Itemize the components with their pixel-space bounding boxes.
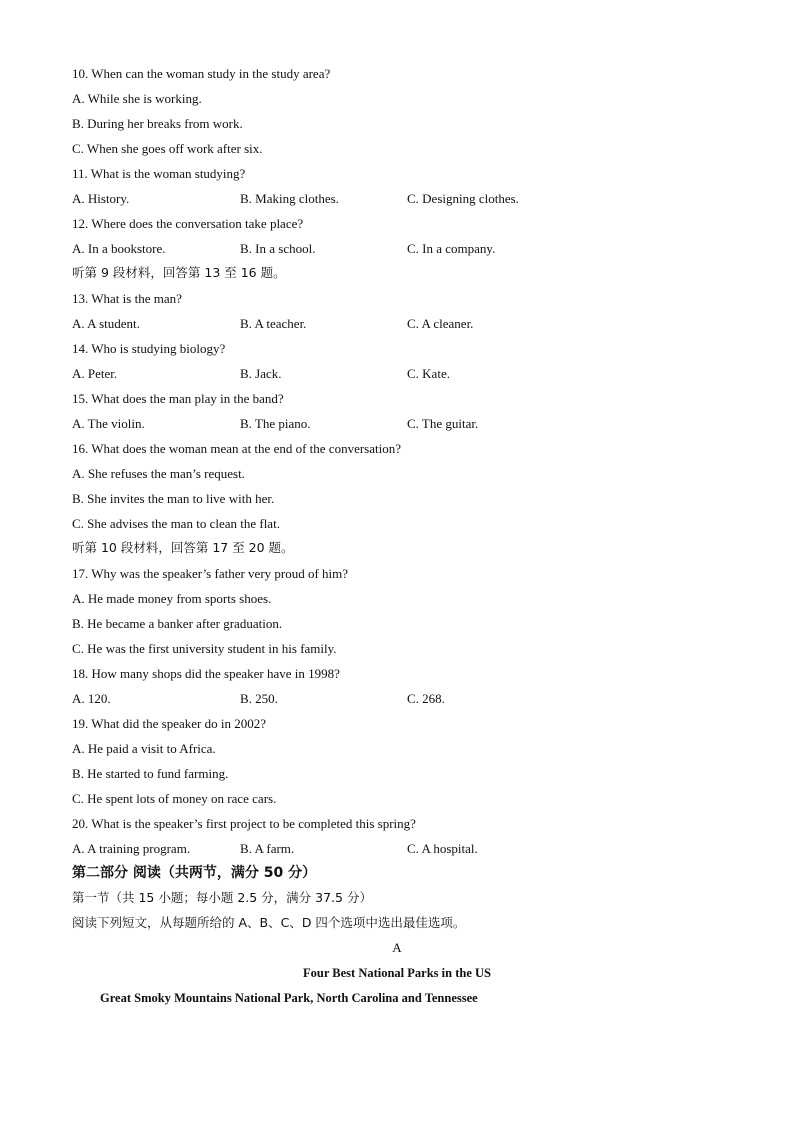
option-13a: A. A student. — [72, 316, 140, 331]
option-16b: B. She invites the man to live with her. — [72, 491, 275, 506]
option-13c: C. A cleaner. — [407, 316, 474, 331]
option-17b: B. He became a banker after graduation. — [72, 616, 283, 631]
question-17: 17. Why was the speaker’s father very proud of him? — [72, 566, 349, 581]
question-19: 19. What did the speaker do in 2002? — [72, 716, 266, 731]
option-14b: B. Jack. — [240, 366, 282, 381]
section-10-instruction: 听第 10 段材料，回答第 17 至 20 题。 — [72, 540, 294, 555]
option-14a: A. Peter. — [72, 366, 118, 381]
option-15a: A. The violin. — [72, 416, 145, 431]
section-one-info: 第一节（共 15 小题；每小题 2.5 分，满分 37.5 分） — [72, 890, 372, 905]
option-18c: C. 268. — [407, 691, 445, 706]
option-17c: C. He was the first university student in his family. — [72, 641, 337, 656]
option-11a: A. History. — [72, 191, 130, 206]
question-11: 11. What is the woman studying? — [72, 166, 246, 181]
option-10a: A. While she is working. — [72, 91, 202, 106]
passage-title: Four Best National Parks in the US — [303, 966, 491, 980]
option-19a: A. He paid a visit to Africa. — [72, 741, 216, 756]
question-16: 16. What does the woman mean at the end of the conversation? — [72, 441, 401, 456]
option-19b: B. He started to fund farming. — [72, 766, 229, 781]
option-19c: C. He spent lots of money on race cars. — [72, 791, 277, 806]
option-20b: B. A farm. — [240, 841, 295, 856]
option-11b: B. Making clothes. — [240, 191, 339, 206]
option-10b: B. During her breaks from work. — [72, 116, 243, 131]
option-12b: B. In a school. — [240, 241, 316, 256]
passage-letter: A — [392, 940, 402, 955]
option-20c: C. A hospital. — [407, 841, 478, 856]
option-15c: C. The guitar. — [407, 416, 479, 431]
question-18: 18. How many shops did the speaker have in 1998? — [72, 666, 340, 681]
option-18b: B. 250. — [240, 691, 278, 706]
question-12: 12. Where does the conversation take place? — [72, 216, 304, 231]
section-9-instruction: 听第 9 段材料，回答第 13 至 16 题。 — [72, 265, 286, 280]
question-20: 20. What is the speaker’s first project to be completed this spring? — [72, 816, 416, 831]
option-18a: A. 120. — [72, 691, 111, 706]
option-11c: C. Designing clothes. — [407, 191, 519, 206]
option-12a: A. In a bookstore. — [72, 241, 166, 256]
option-10c: C. When she goes off work after six. — [72, 141, 263, 156]
reading-instruction: 阅读下列短文，从每题所给的 A、B、C、D 四个选项中选出最佳选项。 — [72, 915, 466, 930]
part-two-title: 第二部分 阅读（共两节，满分 50 分） — [72, 865, 317, 881]
park-heading: Great Smoky Mountains National Park, North Carolina and Tennessee — [100, 991, 478, 1005]
option-12c: C. In a company. — [407, 241, 496, 256]
option-14c: C. Kate. — [407, 366, 450, 381]
option-13b: B. A teacher. — [240, 316, 307, 331]
option-15b: B. The piano. — [240, 416, 311, 431]
option-16c: C. She advises the man to clean the flat. — [72, 516, 280, 531]
option-16a: A. She refuses the man’s request. — [72, 466, 245, 481]
option-20a: A. A training program. — [72, 841, 191, 856]
question-10: 10. When can the woman study in the study area? — [72, 66, 331, 81]
option-17a: A. He made money from sports shoes. — [72, 591, 272, 606]
question-14: 14. Who is studying biology? — [72, 341, 226, 356]
question-15: 15. What does the man play in the band? — [72, 391, 284, 406]
question-13: 13. What is the man? — [72, 291, 182, 306]
